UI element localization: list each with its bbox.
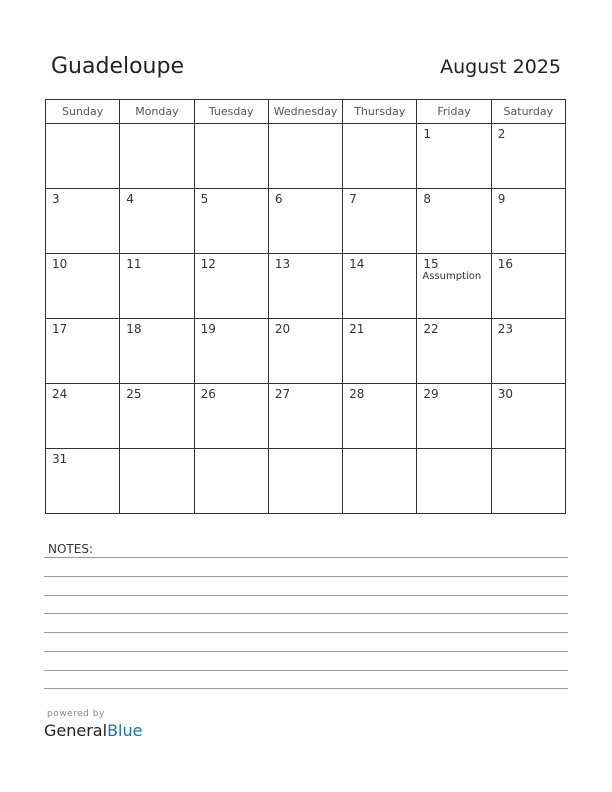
day-number: 3 xyxy=(52,192,60,206)
weekday-header: Monday xyxy=(120,100,194,124)
day-number: 28 xyxy=(349,387,365,401)
calendar-day-cell xyxy=(194,449,268,514)
calendar-day-cell xyxy=(343,254,417,319)
calendar-day-cell xyxy=(268,124,342,189)
notes-line xyxy=(44,557,568,558)
calendar-day-cell xyxy=(491,124,565,189)
calendar-day-cell xyxy=(417,449,491,514)
weekday-header: Sunday xyxy=(46,100,120,124)
calendar-day-cell xyxy=(194,319,268,384)
notes-label: NOTES: xyxy=(48,542,93,556)
calendar-day-cell xyxy=(194,384,268,449)
calendar-day-cell xyxy=(417,189,491,254)
day-number: 19 xyxy=(200,322,216,336)
weekday-header: Wednesday xyxy=(268,100,342,124)
calendar-week-row xyxy=(46,189,566,254)
calendar-day-cell xyxy=(491,449,565,514)
calendar-week-row xyxy=(46,319,566,384)
calendar-day-cell xyxy=(46,449,120,514)
calendar-day-cell xyxy=(268,254,342,319)
brand-blue: Blue xyxy=(107,721,143,740)
calendar-week-row xyxy=(46,384,566,449)
calendar-week-row xyxy=(46,254,566,319)
calendar-grid xyxy=(45,99,566,514)
day-number: 17 xyxy=(52,322,68,336)
day-number: 23 xyxy=(497,322,513,336)
day-number: 24 xyxy=(52,387,68,401)
calendar-week-row xyxy=(46,449,566,514)
notes-line xyxy=(44,632,568,633)
weekday-header: Tuesday xyxy=(194,100,268,124)
calendar-day-cell xyxy=(343,189,417,254)
calendar-day-cell xyxy=(491,254,565,319)
day-number: 11 xyxy=(126,257,142,271)
day-number: 26 xyxy=(200,387,216,401)
weekday-header-row xyxy=(46,100,566,124)
day-number: 20 xyxy=(274,322,291,336)
calendar-day-cell xyxy=(491,384,565,449)
calendar-day-cell xyxy=(46,254,120,319)
day-number: 8 xyxy=(423,192,432,206)
calendar-day-cell xyxy=(417,254,491,319)
day-number: 4 xyxy=(126,192,134,206)
day-number: 15 xyxy=(423,257,439,271)
calendar-body xyxy=(46,124,566,514)
day-number: 16 xyxy=(497,257,513,271)
day-number: 13 xyxy=(274,257,291,271)
calendar-day-cell xyxy=(194,124,268,189)
notes-line xyxy=(44,651,568,652)
day-number: 14 xyxy=(349,257,365,271)
notes-line xyxy=(44,613,568,614)
calendar-day-cell xyxy=(120,449,194,514)
day-number: 12 xyxy=(200,257,216,271)
calendar-day-cell xyxy=(46,384,120,449)
calendar-region-title: Guadeloupe xyxy=(51,54,184,79)
day-number: 27 xyxy=(274,387,291,401)
notes-line xyxy=(44,576,568,577)
brand-logo xyxy=(44,721,142,740)
calendar-day-cell xyxy=(343,319,417,384)
calendar-day-cell xyxy=(120,384,194,449)
calendar-day-cell xyxy=(120,319,194,384)
day-number: 30 xyxy=(497,387,513,401)
calendar-day-cell xyxy=(268,319,342,384)
day-number: 18 xyxy=(126,322,142,336)
calendar-day-cell xyxy=(343,449,417,514)
calendar-day-cell xyxy=(417,384,491,449)
day-number: 31 xyxy=(52,452,68,466)
day-number: 2 xyxy=(497,127,506,141)
calendar-day-cell xyxy=(120,124,194,189)
calendar-day-cell xyxy=(120,189,194,254)
weekday-header: Thursday xyxy=(343,100,417,124)
calendar-day-cell xyxy=(491,319,565,384)
calendar-day-cell xyxy=(417,124,491,189)
calendar-day-cell xyxy=(268,449,342,514)
powered-by-text: powered by xyxy=(47,709,105,719)
brand-general: General xyxy=(44,721,108,740)
calendar-day-cell xyxy=(194,189,268,254)
notes-line xyxy=(44,670,568,671)
holiday-label: Assumption xyxy=(422,271,482,282)
calendar-day-cell xyxy=(417,319,491,384)
weekday-header: Friday xyxy=(417,100,491,124)
calendar-day-cell xyxy=(46,124,120,189)
notes-line xyxy=(44,688,568,689)
calendar-day-cell xyxy=(120,254,194,319)
calendar-day-cell xyxy=(343,124,417,189)
day-number: 21 xyxy=(349,322,365,336)
day-number: 29 xyxy=(423,387,439,401)
calendar-day-cell xyxy=(194,254,268,319)
calendar-day-cell xyxy=(46,189,120,254)
day-number: 6 xyxy=(274,192,283,206)
day-number: 22 xyxy=(423,322,439,336)
calendar-month-title: August 2025 xyxy=(440,56,561,78)
day-number: 1 xyxy=(423,127,432,141)
day-number: 5 xyxy=(200,192,209,206)
day-number: 7 xyxy=(349,192,357,206)
weekday-header: Saturday xyxy=(491,100,565,124)
calendar-day-cell xyxy=(268,384,342,449)
calendar-day-cell xyxy=(46,319,120,384)
calendar-day-cell xyxy=(268,189,342,254)
calendar-day-cell xyxy=(343,384,417,449)
notes-line xyxy=(44,595,568,596)
calendar-week-row xyxy=(46,124,566,189)
day-number: 9 xyxy=(497,192,506,206)
calendar-day-cell xyxy=(491,189,565,254)
day-number: 25 xyxy=(126,387,142,401)
day-number: 10 xyxy=(52,257,68,271)
